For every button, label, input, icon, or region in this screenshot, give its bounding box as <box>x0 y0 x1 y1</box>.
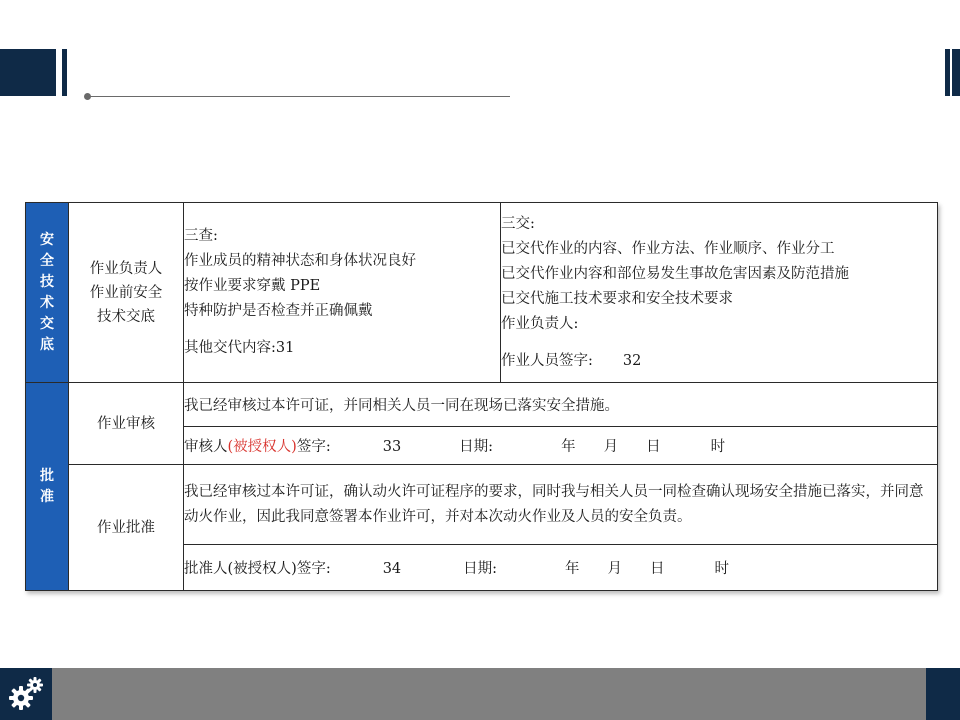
workers-signature-value: 32 <box>622 352 642 369</box>
check-item: 特种防护是否检查并正确佩戴 <box>184 303 373 319</box>
review-signature-value: 33 <box>382 439 402 455</box>
header-bar-right <box>952 49 960 96</box>
handover-item: 已交代作业的内容、作业方法、作业顺序、作业分工 <box>501 240 835 257</box>
three-handovers-cell <box>501 203 938 383</box>
footer-accent-right <box>926 668 960 720</box>
handover-item: 已交代施工技术要求和安全技术要求 <box>501 290 733 307</box>
review-label: 作业审核 <box>69 383 184 465</box>
header-tick-right <box>945 49 950 96</box>
work-permit-table <box>25 202 938 591</box>
section-label-approval: 批 准 <box>26 383 69 591</box>
check-item: 作业成员的精神状态和身体状况良好 <box>184 253 416 269</box>
three-handovers-title: 三交: <box>501 215 535 232</box>
approval-signature-cell: 批准人(被授权人)签字: 34 日期: 年 月 日 时 <box>184 545 938 591</box>
approval-statement-row <box>26 465 938 545</box>
review-signature-cell: 审核人(被授权人)签字: 33 日期: 年 月 日 时 <box>184 427 938 465</box>
approval-signature-value: 34 <box>382 561 402 577</box>
review-date-label: 日期: <box>459 439 494 455</box>
section-label-safety-briefing: 安 全 技 术 交 底 <box>26 203 69 383</box>
review-statement: 我已经审核过本许可证，并同相关人员一同在现场已落实安全措施。 <box>184 383 938 427</box>
check-item: 按作业要求穿戴 PPE <box>184 278 321 294</box>
briefing-label: 作业负责人 作业前安全 技术交底 <box>69 203 184 383</box>
header-tick-left <box>62 49 67 96</box>
review-statement-row <box>26 383 938 427</box>
three-checks-title: 三查: <box>184 228 218 244</box>
other-content-value: 31 <box>275 340 295 356</box>
leader-label: 作业负责人: <box>501 315 579 332</box>
other-content-line: 其他交代内容:31 <box>184 340 295 356</box>
title-underline <box>90 96 510 97</box>
approval-statement: 我已经审核过本许可证，确认动火许可证程序的要求，同时我与相关人员一同检查确认现场安全措施已落实，并同意动火作业，因此我同意签署本作业许可，并对本次动火作业及人员的安全负责。 <box>184 465 938 545</box>
approval-label: 作业批准 <box>69 465 184 591</box>
briefing-row <box>26 203 938 383</box>
approval-date-label: 日期: <box>463 561 498 577</box>
authorized-person-note: (被授权人) <box>227 439 297 455</box>
gears-icon <box>6 674 46 714</box>
handover-item: 已交代作业内容和部位易发生事故危害因素及防范措施 <box>501 265 849 282</box>
workers-signature-line: 作业人员签字: 32 <box>501 352 642 369</box>
header-bar-left <box>0 49 56 96</box>
footer-bar <box>0 668 960 720</box>
footer-icon-box <box>0 668 52 720</box>
three-checks-cell <box>184 203 501 383</box>
